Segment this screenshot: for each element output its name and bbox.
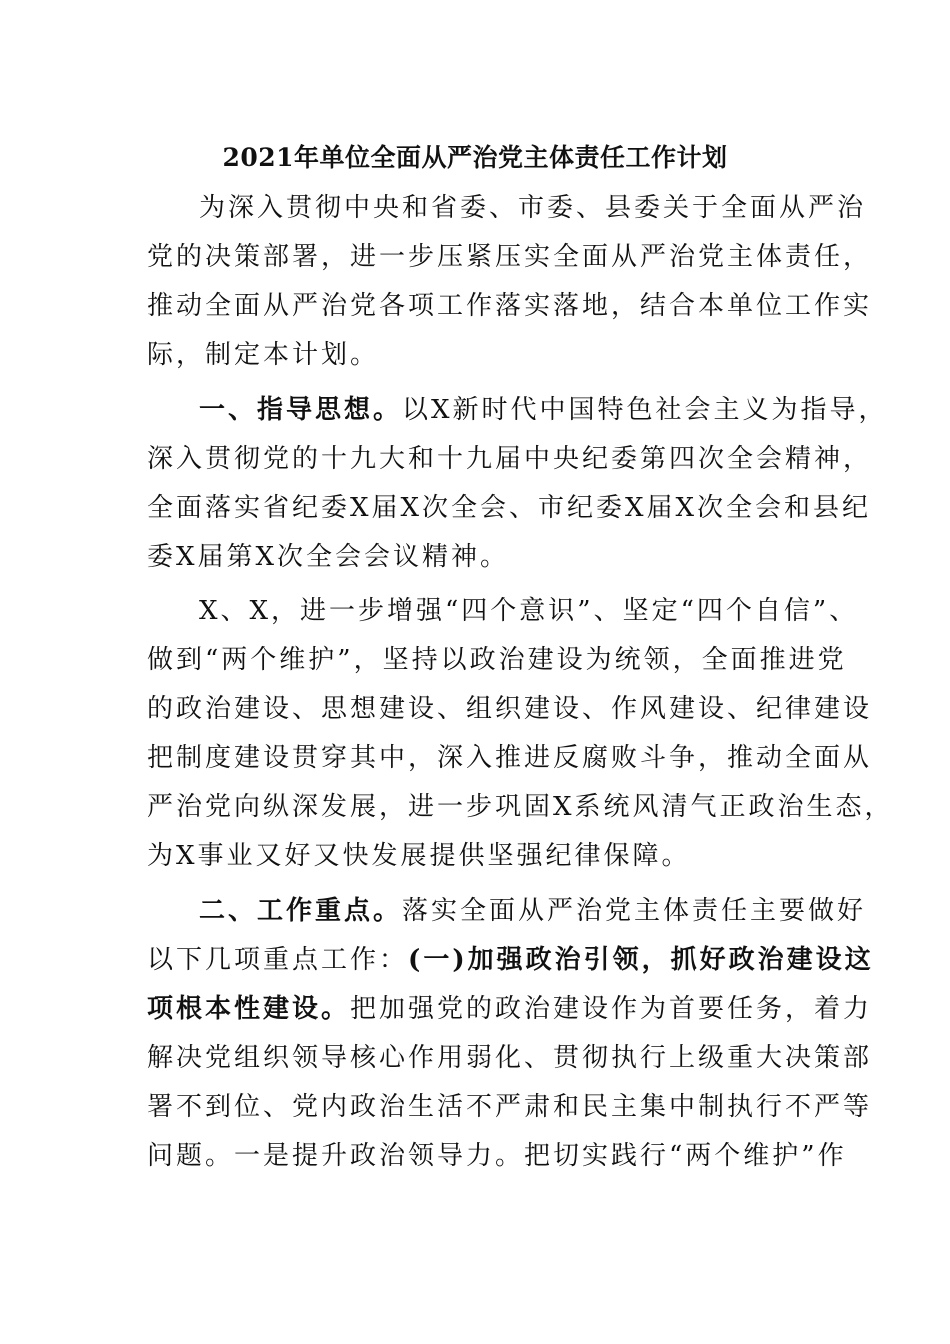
paragraph-2-line-1: [199, 395, 888, 425]
paragraph-4-line-6: 问题。一是提升政治领导力。把切实践行“两个维护”作: [147, 1141, 847, 1171]
paragraph-3-line-1: X、X，进一步增强“四个意识”、坚定“四个自信”、: [199, 596, 859, 626]
paragraph-2-line-2: 深入贯彻党的十九大和十九届中央纪委第四次全会精神，: [147, 444, 873, 474]
paragraph-2-line-1-text: 以X新时代中国特色社会主义为指导，: [402, 395, 888, 425]
paragraph-1-line-4: 际，制定本计划。: [147, 340, 380, 370]
paragraph-4-line-2: [147, 945, 874, 975]
paragraph-3-line-3: 的政治建设、思想建设、组织建设、作风建设、纪律建设: [147, 694, 873, 724]
paragraph-4-line-1: [199, 896, 867, 926]
subsection-heading-1: (一)加强政治引领，抓好政治建设这: [408, 945, 874, 975]
subsection-heading-1-cont: 项根本性建设。: [147, 994, 351, 1024]
paragraph-4-line-5: 署不到位、党内政治生活不严肃和民主集中制执行不严等: [147, 1092, 873, 1122]
section-heading-work-focus: 二、工作重点。: [199, 896, 403, 926]
paragraph-3-line-4: 把制度建设贯穿其中，深入推进反腐败斗争，推动全面从: [147, 743, 873, 773]
paragraph-2-line-3: 全面落实省纪委X届X次全会、市纪委X届X次全会和县纪: [147, 493, 872, 523]
paragraph-1-line-3: 推动全面从严治党各项工作落实落地，结合本单位工作实: [147, 291, 873, 321]
paragraph-3-line-2: 做到“两个维护”，坚持以政治建设为统领，全面推进党: [147, 645, 847, 675]
paragraph-4-line-3-text: 把加强党的政治建设作为首要任务，着力: [350, 994, 873, 1024]
paragraph-1-line-1: 为深入贯彻中央和省委、市委、县委关于全面从严治: [199, 193, 867, 223]
paragraph-4-line-1-text: 落实全面从严治党主体责任主要做好: [402, 896, 867, 926]
section-heading-guiding-ideology: 一、指导思想。: [199, 395, 403, 425]
paragraph-4-line-4: 解决党组织领导核心作用弱化、贯彻执行上级重大决策部: [147, 1043, 873, 1073]
paragraph-4-line-2-text: 以下几项重点工作：: [147, 945, 409, 975]
paragraph-3-line-6: 为X事业又好又快发展提供坚强纪律保障。: [147, 841, 691, 871]
paragraph-4-line-3: [147, 994, 873, 1024]
paragraph-3-line-5: 严治党向纵深发展，进一步巩固X系统风清气正政治生态，: [147, 792, 894, 822]
paragraph-2-line-4: 委X届第X次全会会议精神。: [147, 542, 510, 572]
paragraph-1-line-2: 党的决策部署，进一步压紧压实全面从严治党主体责任，: [147, 242, 873, 272]
document-title: 2021年单位全面从严治党主体责任工作计划: [222, 143, 728, 172]
